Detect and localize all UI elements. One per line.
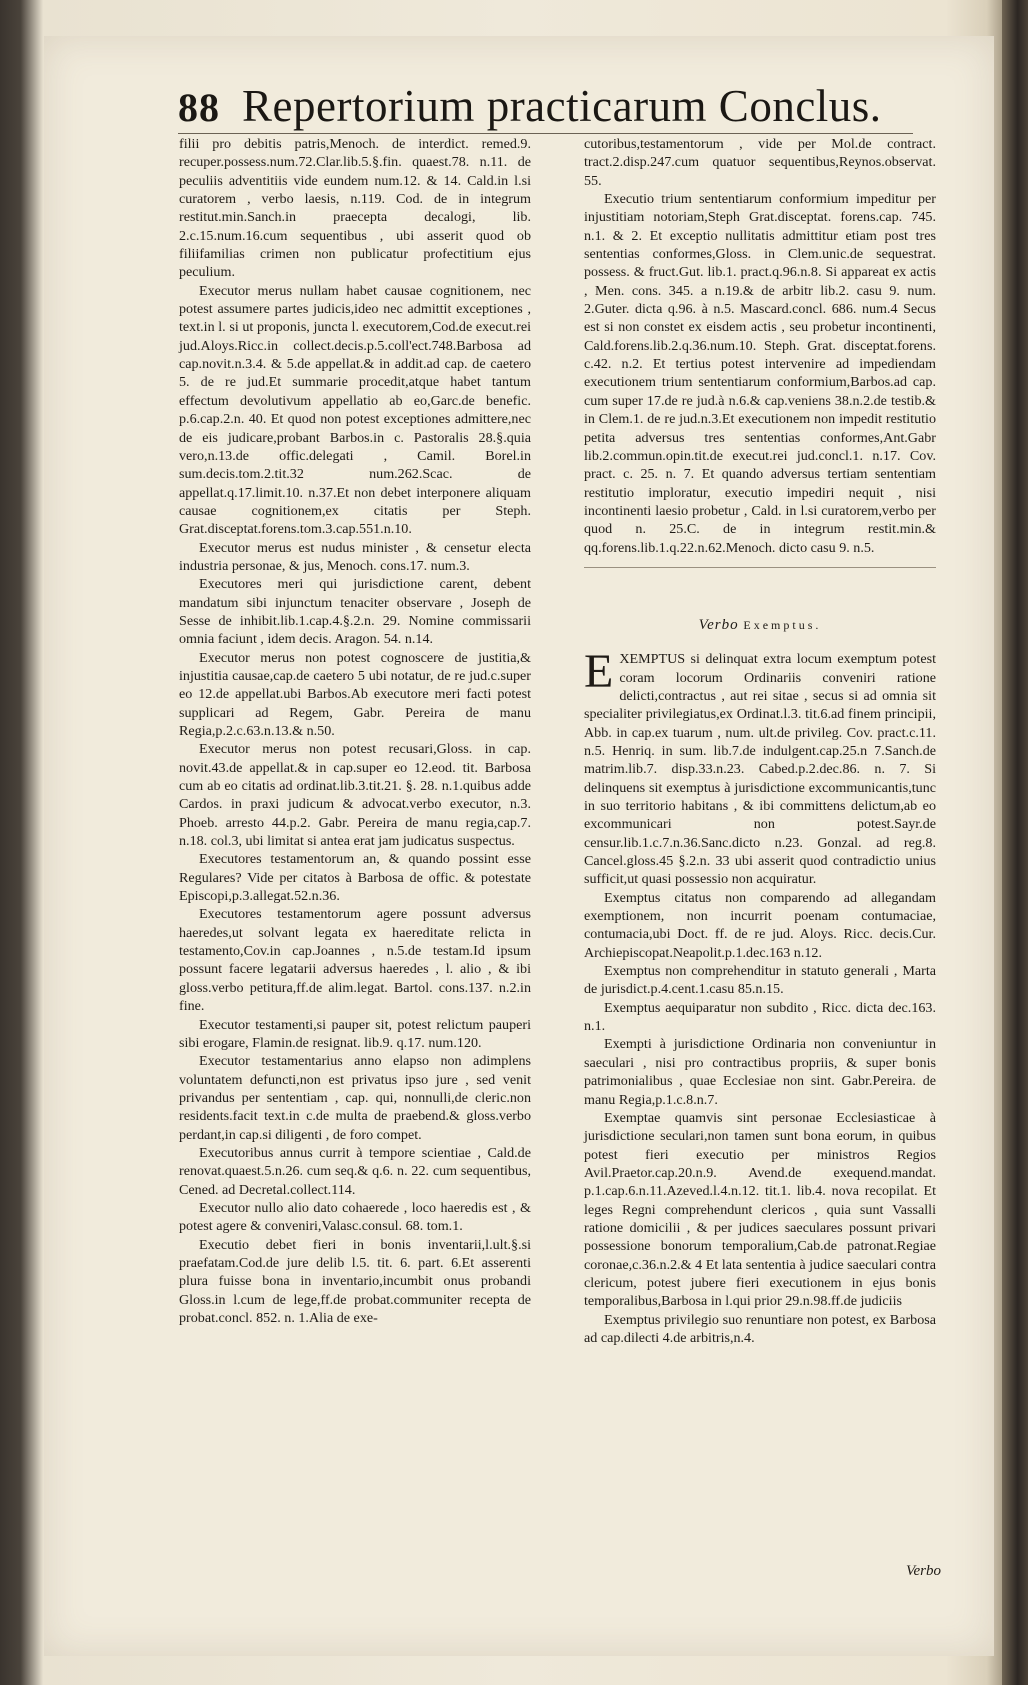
- book-spine-edge: [1002, 0, 1028, 1685]
- paragraph: Executores testamentorum agere possunt adversus haeredes,ut solvant legata ex haereditate relicta in testamento,Cov.in cap.Joannes , n.5.de testam.Id ipsum possunt facere legatarii adversus haeredes , l. alio , & ibi gloss.verbo petitura,ff.de alim.legat. Bartol. cons.137. n.2.in fine.: [179, 906, 531, 1015]
- paragraph: Exemptus non comprehenditur in statuto generali , Marta de jurisdict.p.4.cent.1.casu 85.n.15.: [584, 963, 936, 998]
- left-column: [179, 135, 531, 1327]
- paragraph: Exemptae quamvis sint personae Ecclesiasticae à jurisdictione seculari,non tamen sunt bona eorum, in quibus potest fieri executio per ministros Regios Avil.Praetor.cap.20.n.9. Avend.de exequend.mandat. p.1.cap.6.n.11.Azeved.l.4.n.12. tit.1. lib.4. nova recopilat. Et leges Regni comprehendunt clericos , quia sunt Vassalli ratione domicilii , & per judices saeculares possunt privari possessione bonorum temporalium,Cab.de patronat.Regiae coronae,c.36.n.2.& 4 Et lata sententia à judice saeculari contra clericum, potest jubere fieri executionem in ejus bonis temporalibus,Barbosa in l.qui prior 29.n.98.ff.de judiciis: [584, 1109, 936, 1310]
- section-heading-prefix: Verbo: [698, 616, 739, 633]
- paragraph: Executor merus est nudus minister , & censetur electa industria personae, & jus, Menoch. cons.17. num.3.: [179, 539, 531, 574]
- section-heading-word: Exemptus.: [743, 617, 822, 632]
- paragraph: Executores meri qui jurisdictione carent, debent mandatum sibi injunctum tenaciter observare , Joseph de Sesse de inhibit.lib.1.cap.4.§.2.n. 29. Nomine commissarii omnia faciunt , idem decis. Aragon. 54. n.14.: [179, 576, 531, 648]
- paragraph: Executio debet fieri in bonis inventarii,l.ult.§.si praefatam.Cod.de jure delib l.5. tit. 6. part. 6.Et asserenti plura fuisse bona in inventario,incumbit onus probandi Gloss.in l.cum de lege,ff.de probat.communiter recepta de probat.concl. 852. n. 1.Alia de exe-: [179, 1236, 531, 1326]
- paragraph: Executio trium sententiarum conformium impeditur per injustitiam notoriam,Steph Grat.disceptat. forens.cap. 745. n.1. & 2. Et exceptio nullitatis admittitur etiam post tres sententias conformes,Gloss. in Clem.unic.de sequestrat. possess. & fruct.Gut. lib.1. pract.q.96.n.8. Si appareat ex actis , Men. cons. 345. a n.19.& de arbitr lib.2. casu 9. num. 2.Guter. dicta q.96. à n.5. Mascard.concl. 686. num.4 Secus est si non constet ex eisdem actis , seu probetur incontinenti, Cald.forens.lib.2.q.36.num.10. Steph. Grat. disceptat.forens. c.42. n.2. Et tertius potest intervenire ad impediendam executionem trium sententiarum conformium,Barbos.ad cap. cum super 17.de re jud.à n.6.& cap.veniens 38.n.2.de testib.& in Clem.1. de re jud.n.3.Et executionem non impedit restitutio petita adversus tres sententias conformes,Ant.Gabr lib.2.commun.opin.tit.de execut.rei jud.concl.1. n.17. Cov. pract. c. 25. n. 7. Et quando adversus tertiam sententiam restitutio imploratur, executio impediri nequit , nisi incontinenti laesio probetur , Cald. in l.si curatorem,verbo per quod n. 25.C. de in integrum restit.min.& qq.forens.lib.1.q.22.n.62.Menoch. dicto casu 9. n.5.: [584, 191, 936, 556]
- paragraph: Exemptus privilegio suo renuntiare non potest, ex Barbosa ad cap.dilecti 4.de arbitris,n.4.: [584, 1311, 936, 1346]
- paragraph: cutoribus,testamentorum , vide per Mol.de contract. tract.2.disp.247.cum quatuor sequentibus,Reynos.observat. 55.: [584, 136, 936, 189]
- paragraph: Executor merus non potest recusari,Gloss. in cap. novit.43.de appellat.& in cap.super eo 12.eod. tit. Barbosa cum ab eo citatis ad ordinat.lib.3.tit.21. §. 28. n.1.quibus adde Cardos. in praxi judicum & advocat.verbo executor, n.3. Phoeb. arresto 44.p.2. Gabr. Pereira de manu regia,cap.7. n.18. col.3, ubi limitat si antea erat jam judicatus suspectus.: [179, 741, 531, 850]
- drop-cap: E: [584, 645, 614, 699]
- paragraph: Executor testamenti,si pauper sit, potest relictum pauperi sibi erogare, Flamin.de resignat. lib.9. q.17. num.120.: [179, 1016, 531, 1051]
- paragraph: filii pro debitis patris,Menoch. de interdict. remed.9. recuper.possess.num.72.Clar.lib.5.§.fin. quaest.78. n.11. de peculiis adventitiis vide eundem num.12. & 14. Cald.in l.si curatorem , verbo laesis, n.119. Cod. de in integrum restitut.min.Sanch.in praecepta decalogi, lib. 2.c.15.num.16.cum sequentibus , ubi asserit quod ob filiifamilias crimen non publicatur profectitium ejus peculium.: [179, 136, 531, 281]
- header-rule: [178, 133, 913, 134]
- running-title: Repertorium practicarum Conclus.: [242, 81, 882, 131]
- paragraph: Exemptus aequiparatur non subdito , Ricc. dicta dec.163. n.1.: [584, 999, 936, 1035]
- drop-cap-paragraph-text: XEMPTUS si delinquat extra locum exemptum potest coram locorum Ordinariis conveniri ratione delicti,contractus , aut rei sitae , secus si ad omnia sit specialiter privilegiatus,ex Ordinat.l.3. tit.6.ad finem principii, Abb. in cap.ex tuarum , num. ult.de privileg. Cov. pract.c.11. n.5. Henriq. in sum. lib.7.de indulgent.cap.25.n 7.Sanch.de matrim.lib.7. disp.33.n.23. Cabed.p.2.dec.86. n. 7. Si delinquens sit exemptus à jurisdictione excommunicantis,tunc in suo territorio habitans , & ibi committens delictum,ab eo excommunicari non potest.Sayr.de censur.lib.1.c.7.n.36.Sanc.dicto n.23. Gonzal. ad reg.8. Cancel.gloss.45 §.2.n. 33 ubi asserit quod contradictio unius sufficit,ut quasi possessio non acquiratur.: [584, 651, 936, 888]
- catchword: Verbo: [906, 1563, 941, 1579]
- page-header: [178, 80, 918, 140]
- paragraph: Exemptus citatus non comparendo ad allegandam exemptionem, non incurrit poenam contumaciae, contumacia,ubi Doct. ff. de re jud. Aloys. Ricc. decis.Cur. Archiepiscopat.Neapolit.p.1.dec.163 n.12.: [584, 889, 936, 961]
- paragraph: Exempti à jurisdictione Ordinaria non conveniuntur in saeculari , nisi pro contractibus propriis, & super bonis patrimonialibus , quae Ecclesiae non sint. Gabr.Pereira. de manu Regia,p.1.c.8.n.7.: [584, 1036, 936, 1108]
- section-heading: [584, 616, 936, 634]
- paragraph: Executor nullo alio dato cohaerede , loco haeredis est , & potest agere & conveniri,Valasc.consul. 68. tom.1.: [179, 1199, 531, 1235]
- paragraph: Executor testamentarius anno elapso non adimplens voluntatem defuncti,non est privatus ipso jure , sed venit privandus per sententiam , cap. qui, nonnulli,de cleric.non residents.facit text.in c.de multa de praebend.& gloss.verbo perdant,in cap.si diligenti , de foro compet.: [179, 1053, 531, 1143]
- paragraph: Executoribus annus currit à tempore scientiae , Cald.de renovat.quaest.5.n.26. cum seq.& q.6. n. 22. cum sequentibus, Cened. ad Decretal.collect.114.: [179, 1144, 531, 1198]
- paragraph-with-drop-cap: [584, 645, 936, 888]
- page-number: 88: [178, 85, 220, 130]
- section-rule: [584, 567, 936, 568]
- paragraph: Executores testamentorum an, & quando possint esse Regulares? Vide per citatos à Barbosa de offic. & potestate Episcopi,p.3.allegat.52.n.36.: [179, 851, 531, 905]
- paragraph: Executor merus nullam habet causae cognitionem, nec potest assumere partes judicis,ideo nec admittit exceptiones , text.in l. si ut proponis, juncta l. executorem,Cod.de execut.rei jud.Aloys.Ricc.in collect.decis.p.5.coll'ect.748.Barbosa ad cap.novit.n.3.4. & 5.de appellat.& in addit.ad cap. de caetero 5. de re jud.Et summarie procedit,atque habet tantum effectum devolutivum appellatio ab eo,Garc.de benefic. p.6.cap.2.n. 40. Et quod non potest exceptiones admittere,nec de eis judicare,probant Barbos.in c. Pastoralis 28.§.quia vero,n.13.de offic.delegati , Camil. Borel.in sum.decis.tom.2.tit.32 num.262.Scac. de appellat.q.17.limit.10. n.37.Et non debet interponere aliquam causae cognitionem,ex citatis per Steph. Grat.disceptat.forens.tom.3.cap.551.n.10.: [179, 282, 531, 538]
- right-column: [584, 135, 936, 1347]
- paragraph: Executor merus non potest cognoscere de justitia,& injustitia causae,cap.de caetero 5 ubi notatur, de re jud.c.super eo 12.de appellat.ubi Barbos.Ab executore meri facti potest supplicari ad Regem, Gabr. Pereira de manu Regia,p.2.c.63.n.13.& n.50.: [179, 649, 531, 739]
